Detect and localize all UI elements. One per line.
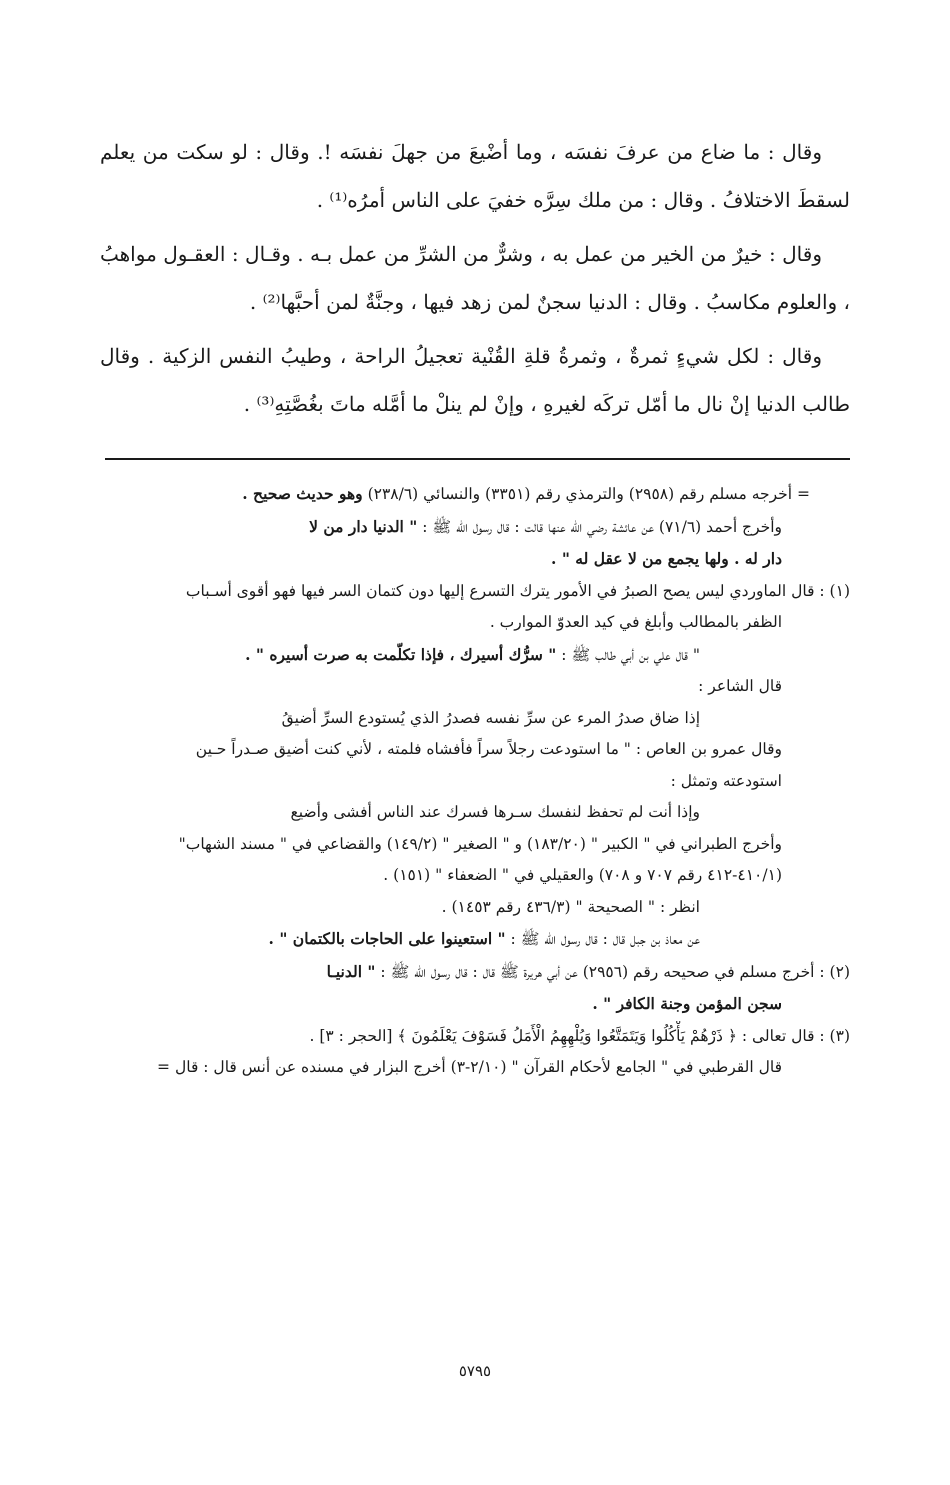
footnote-bold: " استعينوا على الحاجات بالكتمان " . <box>268 929 506 948</box>
poem-verse: وإذا أنت لم تحفظ لنفسك سـرها فسرك عند الناس أفشى وأضيع <box>290 803 700 821</box>
footnote-text: (٢) : أخرج مسلم في صحيحه رقم (٢٩٥٦) عن أبي هريرة ﷺ قال : قال رسول الله ﷺ : <box>380 962 850 981</box>
footnote-line: قال الشاعر : <box>698 677 782 695</box>
footnote-line <box>100 988 850 1021</box>
paragraph-1: وقال : ما ضاع من عرفَ نفسَه ، وما أضْيعَ من جهلَ نفسَه !. وقال : لو سكت من يعلم لسقطَ الاختلافُ . وقال : من ملك سِرَّه خفيَ على الناس أمرُه⁽¹⁾ . <box>100 140 850 212</box>
paragraph-3: وقال : لكل شيءٍ ثمرةٌ ، وثمرةُ قلةِ القُنْية تعجيلُ الراحة ، وطيبُ النفس الزكية . وقال طالب الدنيا إنْ نال ما أمّل تركَه لغيرهِ ، وإنْ لم ينلْ ما أمَّله ماتَ بغُصَّتِهِ⁽³⁾ . <box>100 344 850 416</box>
footnote-bold: " سرُّك أسيرك ، فإذا تكلّمت به صرت أسيره " . <box>245 644 557 664</box>
footnote-line: (٤١٠/١-٤١٢ رقم ٧٠٧ و ٧٠٨) والعقيلي في " الضعفاء " (١٥١) . <box>383 866 782 884</box>
footnote-text: عن معاذ بن جبل قال : قال رسول الله ﷺ : <box>510 930 700 948</box>
footnote-line <box>100 639 850 672</box>
footnote-3: (٣) : قال تعالى : ﴿ ذَرْهُمْ يَأْكُلُوا وَيَتَمَتَّعُوا وَيُلْهِهِمُ الْأَمَلُ فَسَوْفَ يَعْلَمُونَ ﴾ [الحجر : ٣] . <box>309 1026 850 1045</box>
poem-verse: إذا ضاق صدرُ المرء عن سرِّ نفسه فصدرُ الذي يُستودع السرِّ أضيقُ <box>281 708 700 727</box>
main-text <box>100 128 850 434</box>
footnote-2 <box>100 956 850 989</box>
footnote-bold: وهو حديث صحيح . <box>242 484 363 503</box>
footnote-1: (١) : قال الماوردي ليس يصح الصبرُ في الأمور يترك التسرع إليها دون كتمان السر فيها فهو أقوى أسـباب <box>185 581 850 600</box>
footnote-text: " قال علي بن أبي طالب ﷺ : <box>561 645 700 664</box>
footnote-divider <box>105 458 850 460</box>
footnote-bold: سجن المؤمن وجنة الكافر " . <box>592 994 782 1013</box>
footnote-text: = أخرجه مسلم رقم (٢٩٥٨) والترمذي رقم (٣٣٥١) والنسائي (٢٣٨/٦) <box>367 485 810 503</box>
footnote-line <box>100 543 850 576</box>
footnote-line <box>100 511 850 544</box>
page-number: ٥٧٩٥ <box>458 1362 492 1380</box>
footnote-line <box>100 923 850 956</box>
footnote-line: وأخرج الطبراني في " الكبير " (١٨٣/٢٠) و " الصغير " (١٤٩/٢) والقضاعي في " مسند الشهاب" <box>178 834 782 853</box>
footnotes <box>100 478 850 1084</box>
footnote-line: انظر : " الصحيحة " (٤٣٦/٣ رقم ١٤٥٣) . <box>441 897 700 916</box>
footnote-line: الظفر بالمطالب وأبلغ في كيد العدوّ الموارب . <box>489 613 782 631</box>
footnote-line <box>100 478 850 511</box>
footnote-bold: " الدنيـا <box>326 961 376 981</box>
footnote-bold: دار له . ولها يجمع من لا عقل له " . <box>551 549 782 568</box>
footnote-text: وأخرج أحمد (٧١/٦) عن عائشة رضي الله عنها قالت : قال رسول الله ﷺ : <box>422 517 782 536</box>
footnote-line: استودعته وتمثل : <box>670 771 782 790</box>
footnote-line: وقال عمرو بن العاص : " ما استودعت رجلاً سراً فأفشاه فلمته ، لأني كنت أضيق صـدراً حـين <box>195 740 782 758</box>
paragraph-2: وقال : خيرٌ من الخير من عمل به ، وشرٌّ من الشرِّ من عمل بـه . وقـال : العقـول مواهبُ ، والعلوم مكاسبُ . وقال : الدنيا سجنٌ لمن زهد فيها ، وجنَّةٌ لمن أحبَّها⁽²⁾ . <box>100 242 850 314</box>
footnote-line: قال القرطبي في " الجامع لأحكام القرآن " (٢/١٠-٣) أخرج البزار في مسنده عن أنس قال : قال = <box>157 1058 782 1076</box>
footnote-bold: " الدنيا دار من لا <box>309 516 418 536</box>
